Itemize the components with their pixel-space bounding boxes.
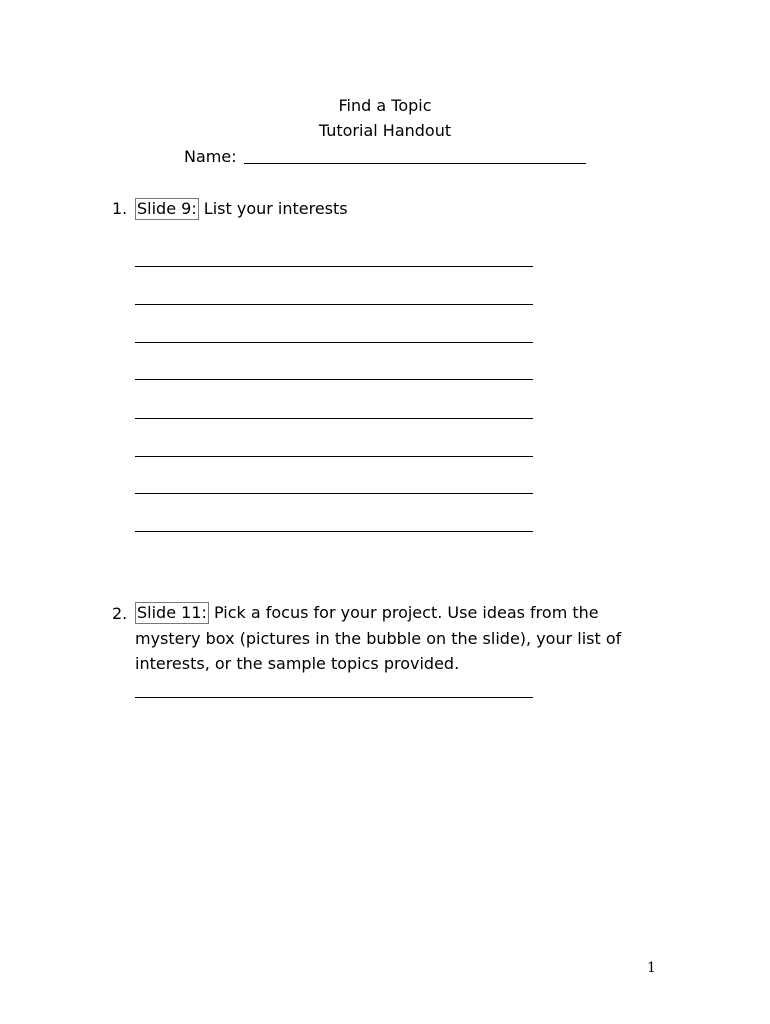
item-2-prompt [135,600,621,677]
answer-line-1[interactable] [135,266,533,267]
page-title: Find a Topic [338,96,432,115]
item-2-slide-ref: Slide 11: [137,603,207,622]
answer-line-7[interactable] [135,493,533,494]
item-1-number: 1. [112,199,128,218]
page-subtitle: Tutorial Handout [318,121,452,140]
answer-line-4[interactable] [135,379,533,380]
item-1-slide-ref: Slide 9: [137,199,197,218]
name-blank-line[interactable] [244,163,586,164]
focus-answer-line[interactable] [135,697,533,698]
answer-line-5[interactable] [135,418,533,419]
answer-line-6[interactable] [135,456,533,457]
answer-line-2[interactable] [135,304,533,305]
answer-line-3[interactable] [135,342,533,343]
item-2-number: 2. [112,604,128,623]
name-label: Name: [184,147,237,166]
item-2-text-line-3: interests, or the sample topics provided. [135,654,460,673]
item-1-text: List your interests [198,199,348,218]
item-2-text-line-2: mystery box (pictures in the bubble on the slide), your list of [135,628,622,648]
item-2-text-line-1: Pick a focus for your project. Use ideas from the [208,603,599,622]
item-1-prompt [135,198,348,220]
page-number: 1 [647,960,656,976]
answer-line-8[interactable] [135,531,533,532]
